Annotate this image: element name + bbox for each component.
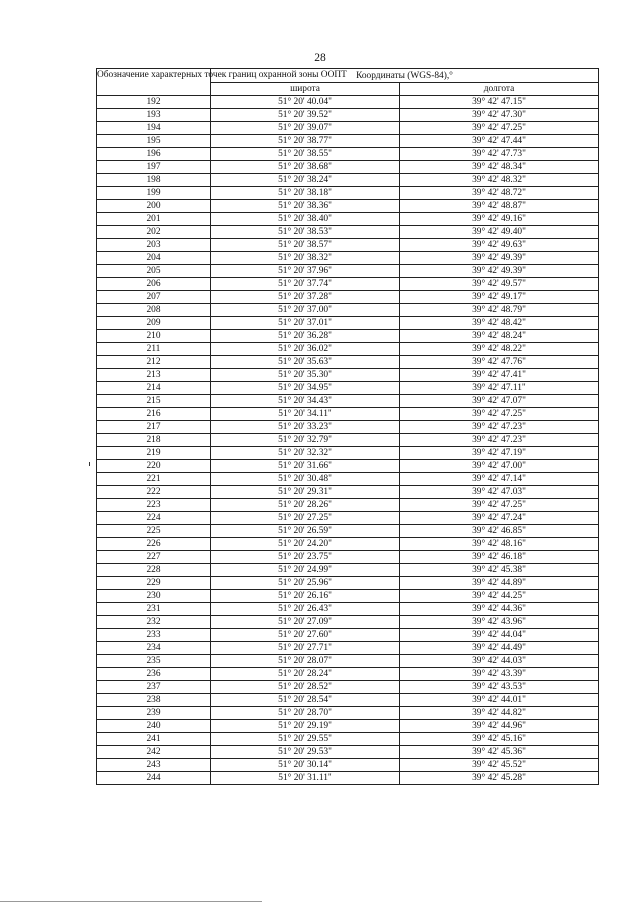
latitude-cell: 51° 20' 28.07" bbox=[211, 655, 400, 668]
table-row bbox=[97, 525, 599, 538]
table-row bbox=[97, 551, 599, 564]
table-row bbox=[97, 642, 599, 655]
latitude-cell: 51° 20' 39.07" bbox=[211, 122, 400, 135]
table-row bbox=[97, 564, 599, 577]
table-row bbox=[97, 473, 599, 486]
point-number-cell: 225 bbox=[97, 525, 211, 538]
table-row bbox=[97, 96, 599, 109]
latitude-cell: 51° 20' 34.11" bbox=[211, 408, 400, 421]
table-row bbox=[97, 200, 599, 213]
point-number-cell: 221 bbox=[97, 473, 211, 486]
table-row bbox=[97, 447, 599, 460]
table-row bbox=[97, 590, 599, 603]
point-number-cell: 237 bbox=[97, 681, 211, 694]
point-number-cell: 235 bbox=[97, 655, 211, 668]
point-number-cell: 199 bbox=[97, 187, 211, 200]
longitude-cell: 39° 42' 49.57" bbox=[400, 278, 599, 291]
point-number-cell: 222 bbox=[97, 486, 211, 499]
point-number-cell: 220 bbox=[97, 460, 211, 473]
longitude-cell: 39° 42' 47.25" bbox=[400, 408, 599, 421]
latitude-cell: 51° 20' 29.53" bbox=[211, 746, 400, 759]
longitude-cell: 39° 42' 47.25" bbox=[400, 122, 599, 135]
table-row bbox=[97, 512, 599, 525]
longitude-cell: 39° 42' 47.14" bbox=[400, 473, 599, 486]
latitude-cell: 51° 20' 31.66" bbox=[211, 460, 400, 473]
latitude-cell: 51° 20' 38.36" bbox=[211, 200, 400, 213]
longitude-cell: 39° 42' 48.87" bbox=[400, 200, 599, 213]
longitude-cell: 39° 42' 47.30" bbox=[400, 109, 599, 122]
point-number-cell: 226 bbox=[97, 538, 211, 551]
coordinates-header: Координаты (WGS-84),° bbox=[211, 69, 599, 83]
point-number-cell: 243 bbox=[97, 759, 211, 772]
point-number-cell: 194 bbox=[97, 122, 211, 135]
table-row bbox=[97, 421, 599, 434]
longitude-cell: 39° 42' 49.40" bbox=[400, 226, 599, 239]
table-row bbox=[97, 239, 599, 252]
longitude-cell: 39° 42' 47.07" bbox=[400, 395, 599, 408]
table-row bbox=[97, 382, 599, 395]
scan-mark bbox=[89, 462, 90, 466]
point-number-cell: 207 bbox=[97, 291, 211, 304]
latitude-cell: 51° 20' 28.54" bbox=[211, 694, 400, 707]
latitude-cell: 51° 20' 27.09" bbox=[211, 616, 400, 629]
longitude-cell: 39° 42' 45.16" bbox=[400, 733, 599, 746]
longitude-cell: 39° 42' 48.22" bbox=[400, 343, 599, 356]
table-row bbox=[97, 369, 599, 382]
longitude-cell: 39° 42' 44.49" bbox=[400, 642, 599, 655]
longitude-cell: 39° 42' 43.39" bbox=[400, 668, 599, 681]
point-number-cell: 208 bbox=[97, 304, 211, 317]
point-number-cell: 233 bbox=[97, 629, 211, 642]
point-number-cell: 244 bbox=[97, 772, 211, 785]
latitude-cell: 51° 20' 26.59" bbox=[211, 525, 400, 538]
point-number-cell: 200 bbox=[97, 200, 211, 213]
longitude-cell: 39° 42' 48.16" bbox=[400, 538, 599, 551]
longitude-cell: 39° 42' 48.72" bbox=[400, 187, 599, 200]
latitude-cell: 51° 20' 31.11" bbox=[211, 772, 400, 785]
table-row bbox=[97, 278, 599, 291]
latitude-cell: 51° 20' 24.20" bbox=[211, 538, 400, 551]
latitude-cell: 51° 20' 35.63" bbox=[211, 356, 400, 369]
latitude-cell: 51° 20' 23.75" bbox=[211, 551, 400, 564]
table-row bbox=[97, 629, 599, 642]
point-number-cell: 214 bbox=[97, 382, 211, 395]
latitude-cell: 51° 20' 32.79" bbox=[211, 434, 400, 447]
longitude-cell: 39° 42' 47.44" bbox=[400, 135, 599, 148]
latitude-cell: 51° 20' 33.23" bbox=[211, 421, 400, 434]
table-row bbox=[97, 486, 599, 499]
table-body bbox=[97, 96, 599, 785]
latitude-cell: 51° 20' 38.18" bbox=[211, 187, 400, 200]
longitude-cell: 39° 42' 44.25" bbox=[400, 590, 599, 603]
table-row bbox=[97, 356, 599, 369]
latitude-cell: 51° 20' 34.95" bbox=[211, 382, 400, 395]
point-number-cell: 224 bbox=[97, 512, 211, 525]
table-row bbox=[97, 655, 599, 668]
point-number-cell: 240 bbox=[97, 720, 211, 733]
point-number-cell: 239 bbox=[97, 707, 211, 720]
latitude-cell: 51° 20' 24.99" bbox=[211, 564, 400, 577]
point-number-cell: 232 bbox=[97, 616, 211, 629]
table-row bbox=[97, 733, 599, 746]
table-row bbox=[97, 330, 599, 343]
table-row bbox=[97, 226, 599, 239]
table-row bbox=[97, 187, 599, 200]
table-row bbox=[97, 460, 599, 473]
latitude-cell: 51° 20' 38.24" bbox=[211, 174, 400, 187]
point-number-cell: 217 bbox=[97, 421, 211, 434]
longitude-cell: 39° 42' 44.82" bbox=[400, 707, 599, 720]
longitude-cell: 39° 42' 48.79" bbox=[400, 304, 599, 317]
table-row bbox=[97, 694, 599, 707]
point-number-cell: 216 bbox=[97, 408, 211, 421]
longitude-cell: 39° 42' 47.19" bbox=[400, 447, 599, 460]
point-number-cell: 203 bbox=[97, 239, 211, 252]
longitude-cell: 39° 42' 43.96" bbox=[400, 616, 599, 629]
latitude-cell: 51° 20' 38.32" bbox=[211, 252, 400, 265]
table-row bbox=[97, 213, 599, 226]
longitude-cell: 39° 42' 47.03" bbox=[400, 486, 599, 499]
point-number-cell: 223 bbox=[97, 499, 211, 512]
table-row bbox=[97, 122, 599, 135]
longitude-cell: 39° 42' 49.16" bbox=[400, 213, 599, 226]
longitude-cell: 39° 42' 44.04" bbox=[400, 629, 599, 642]
table-row bbox=[97, 668, 599, 681]
latitude-cell: 51° 20' 32.32" bbox=[211, 447, 400, 460]
longitude-cell: 39° 42' 49.39" bbox=[400, 252, 599, 265]
point-number-cell: 193 bbox=[97, 109, 211, 122]
longitude-cell: 39° 42' 49.17" bbox=[400, 291, 599, 304]
latitude-cell: 51° 20' 29.31" bbox=[211, 486, 400, 499]
table-row bbox=[97, 681, 599, 694]
longitude-cell: 39° 42' 44.36" bbox=[400, 603, 599, 616]
latitude-cell: 51° 20' 38.68" bbox=[211, 161, 400, 174]
latitude-cell: 51° 20' 37.96" bbox=[211, 265, 400, 278]
longitude-cell: 39° 42' 49.63" bbox=[400, 239, 599, 252]
point-number-cell: 209 bbox=[97, 317, 211, 330]
longitude-cell: 39° 42' 44.89" bbox=[400, 577, 599, 590]
table-row bbox=[97, 577, 599, 590]
table-row bbox=[97, 343, 599, 356]
longitude-cell: 39° 42' 48.34" bbox=[400, 161, 599, 174]
longitude-cell: 39° 42' 47.24" bbox=[400, 512, 599, 525]
point-number-cell: 192 bbox=[97, 96, 211, 109]
longitude-cell: 39° 42' 47.00" bbox=[400, 460, 599, 473]
point-number-cell: 197 bbox=[97, 161, 211, 174]
table-row bbox=[97, 291, 599, 304]
table-row bbox=[97, 707, 599, 720]
footer-rule bbox=[0, 901, 262, 902]
table-row bbox=[97, 434, 599, 447]
coordinates-table bbox=[96, 68, 599, 785]
latitude-cell: 51° 20' 27.60" bbox=[211, 629, 400, 642]
table-row bbox=[97, 265, 599, 278]
point-number-cell: 205 bbox=[97, 265, 211, 278]
longitude-cell: 39° 42' 47.23" bbox=[400, 434, 599, 447]
latitude-cell: 51° 20' 37.00" bbox=[211, 304, 400, 317]
latitude-cell: 51° 20' 28.26" bbox=[211, 499, 400, 512]
point-number-cell: 212 bbox=[97, 356, 211, 369]
latitude-cell: 51° 20' 38.77" bbox=[211, 135, 400, 148]
table-row bbox=[97, 174, 599, 187]
longitude-cell: 39° 42' 47.25" bbox=[400, 499, 599, 512]
point-number-cell: 228 bbox=[97, 564, 211, 577]
point-number-cell: 206 bbox=[97, 278, 211, 291]
longitude-cell: 39° 42' 44.03" bbox=[400, 655, 599, 668]
table-row bbox=[97, 317, 599, 330]
longitude-cell: 39° 42' 46.85" bbox=[400, 525, 599, 538]
longitude-cell: 39° 42' 48.32" bbox=[400, 174, 599, 187]
table-row bbox=[97, 746, 599, 759]
longitude-cell: 39° 42' 44.96" bbox=[400, 720, 599, 733]
latitude-cell: 51° 20' 30.48" bbox=[211, 473, 400, 486]
table-row bbox=[97, 759, 599, 772]
latitude-cell: 51° 20' 30.14" bbox=[211, 759, 400, 772]
longitude-cell: 39° 42' 47.76" bbox=[400, 356, 599, 369]
longitude-header: долгота bbox=[400, 83, 599, 96]
table-row bbox=[97, 772, 599, 785]
latitude-cell: 51° 20' 38.53" bbox=[211, 226, 400, 239]
table-row bbox=[97, 408, 599, 421]
table-row bbox=[97, 161, 599, 174]
table-row bbox=[97, 109, 599, 122]
point-number-cell: 231 bbox=[97, 603, 211, 616]
table-row bbox=[97, 252, 599, 265]
latitude-cell: 51° 20' 39.52" bbox=[211, 109, 400, 122]
longitude-cell: 39° 42' 45.38" bbox=[400, 564, 599, 577]
point-number-cell: 195 bbox=[97, 135, 211, 148]
point-number-cell: 211 bbox=[97, 343, 211, 356]
longitude-cell: 39° 42' 47.11" bbox=[400, 382, 599, 395]
latitude-cell: 51° 20' 38.55" bbox=[211, 148, 400, 161]
point-number-cell: 202 bbox=[97, 226, 211, 239]
point-number-cell: 230 bbox=[97, 590, 211, 603]
latitude-cell: 51° 20' 37.28" bbox=[211, 291, 400, 304]
latitude-cell: 51° 20' 34.43" bbox=[211, 395, 400, 408]
latitude-cell: 51° 20' 40.04" bbox=[211, 96, 400, 109]
longitude-cell: 39° 42' 46.18" bbox=[400, 551, 599, 564]
latitude-cell: 51° 20' 28.52" bbox=[211, 681, 400, 694]
table-row bbox=[97, 616, 599, 629]
latitude-cell: 51° 20' 29.55" bbox=[211, 733, 400, 746]
point-number-cell: 236 bbox=[97, 668, 211, 681]
point-number-cell: 241 bbox=[97, 733, 211, 746]
longitude-cell: 39° 42' 48.24" bbox=[400, 330, 599, 343]
longitude-cell: 39° 42' 47.41" bbox=[400, 369, 599, 382]
point-number-cell: 219 bbox=[97, 447, 211, 460]
page-number: 28 bbox=[314, 52, 326, 64]
latitude-cell: 51° 20' 29.19" bbox=[211, 720, 400, 733]
longitude-cell: 39° 42' 47.23" bbox=[400, 421, 599, 434]
table-row bbox=[97, 538, 599, 551]
table-row bbox=[97, 304, 599, 317]
longitude-cell: 39° 42' 48.42" bbox=[400, 317, 599, 330]
table-row bbox=[97, 720, 599, 733]
table-row bbox=[97, 603, 599, 616]
latitude-cell: 51° 20' 27.71" bbox=[211, 642, 400, 655]
point-number-cell: 213 bbox=[97, 369, 211, 382]
longitude-cell: 39° 42' 44.01" bbox=[400, 694, 599, 707]
point-number-cell: 238 bbox=[97, 694, 211, 707]
point-number-cell: 234 bbox=[97, 642, 211, 655]
longitude-cell: 39° 42' 45.28" bbox=[400, 772, 599, 785]
longitude-cell: 39° 42' 47.15" bbox=[400, 96, 599, 109]
latitude-cell: 51° 20' 28.70" bbox=[211, 707, 400, 720]
point-number-cell: 229 bbox=[97, 577, 211, 590]
latitude-cell: 51° 20' 25.96" bbox=[211, 577, 400, 590]
table-row bbox=[97, 499, 599, 512]
latitude-cell: 51° 20' 37.01" bbox=[211, 317, 400, 330]
latitude-header: широта bbox=[211, 83, 400, 96]
latitude-cell: 51° 20' 35.30" bbox=[211, 369, 400, 382]
longitude-cell: 39° 42' 49.39" bbox=[400, 265, 599, 278]
point-number-cell: 201 bbox=[97, 213, 211, 226]
table-row bbox=[97, 148, 599, 161]
point-number-cell: 242 bbox=[97, 746, 211, 759]
latitude-cell: 51° 20' 38.40" bbox=[211, 213, 400, 226]
table-row bbox=[97, 395, 599, 408]
latitude-cell: 51° 20' 38.57" bbox=[211, 239, 400, 252]
point-number-cell: 198 bbox=[97, 174, 211, 187]
longitude-cell: 39° 42' 47.73" bbox=[400, 148, 599, 161]
latitude-cell: 51° 20' 36.28" bbox=[211, 330, 400, 343]
point-number-cell: 218 bbox=[97, 434, 211, 447]
point-number-cell: 210 bbox=[97, 330, 211, 343]
longitude-cell: 39° 42' 43.53" bbox=[400, 681, 599, 694]
point-number-cell: 215 bbox=[97, 395, 211, 408]
latitude-cell: 51° 20' 26.43" bbox=[211, 603, 400, 616]
latitude-cell: 51° 20' 28.24" bbox=[211, 668, 400, 681]
latitude-cell: 51° 20' 36.02" bbox=[211, 343, 400, 356]
table-row bbox=[97, 135, 599, 148]
latitude-cell: 51° 20' 37.74" bbox=[211, 278, 400, 291]
longitude-cell: 39° 42' 45.52" bbox=[400, 759, 599, 772]
point-number-cell: 227 bbox=[97, 551, 211, 564]
point-designation-header: Обозначение характерных точек границ охранной зоны ООПТ bbox=[97, 69, 211, 96]
point-number-cell: 204 bbox=[97, 252, 211, 265]
longitude-cell: 39° 42' 45.36" bbox=[400, 746, 599, 759]
latitude-cell: 51° 20' 26.16" bbox=[211, 590, 400, 603]
latitude-cell: 51° 20' 27.25" bbox=[211, 512, 400, 525]
point-number-cell: 196 bbox=[97, 148, 211, 161]
